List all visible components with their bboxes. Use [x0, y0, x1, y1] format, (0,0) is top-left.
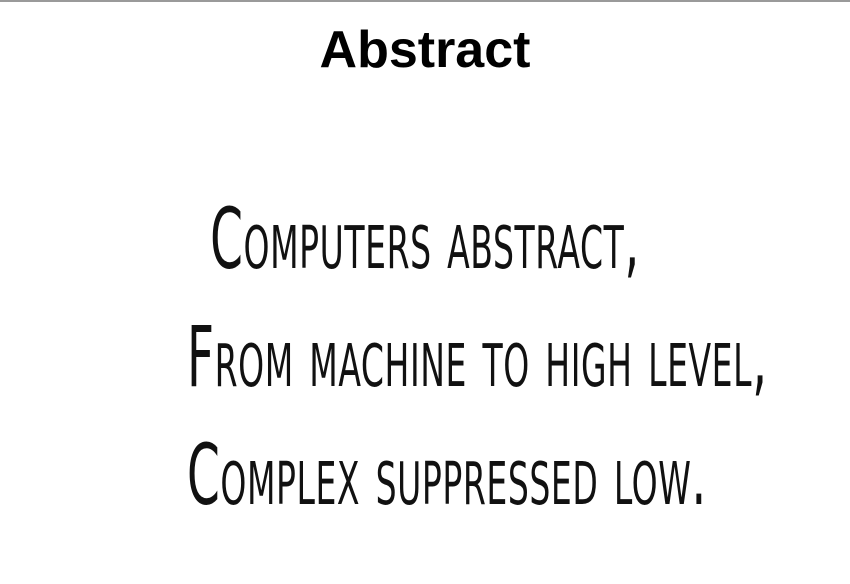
poem-line-3: Complex suppressed low.	[187, 426, 707, 524]
haiku-poem	[0, 180, 850, 534]
poem-line-2: From machine to high level,	[187, 308, 768, 406]
poem-line-1: Computers abstract,	[210, 190, 640, 288]
page-title: Abstract	[319, 21, 531, 79]
